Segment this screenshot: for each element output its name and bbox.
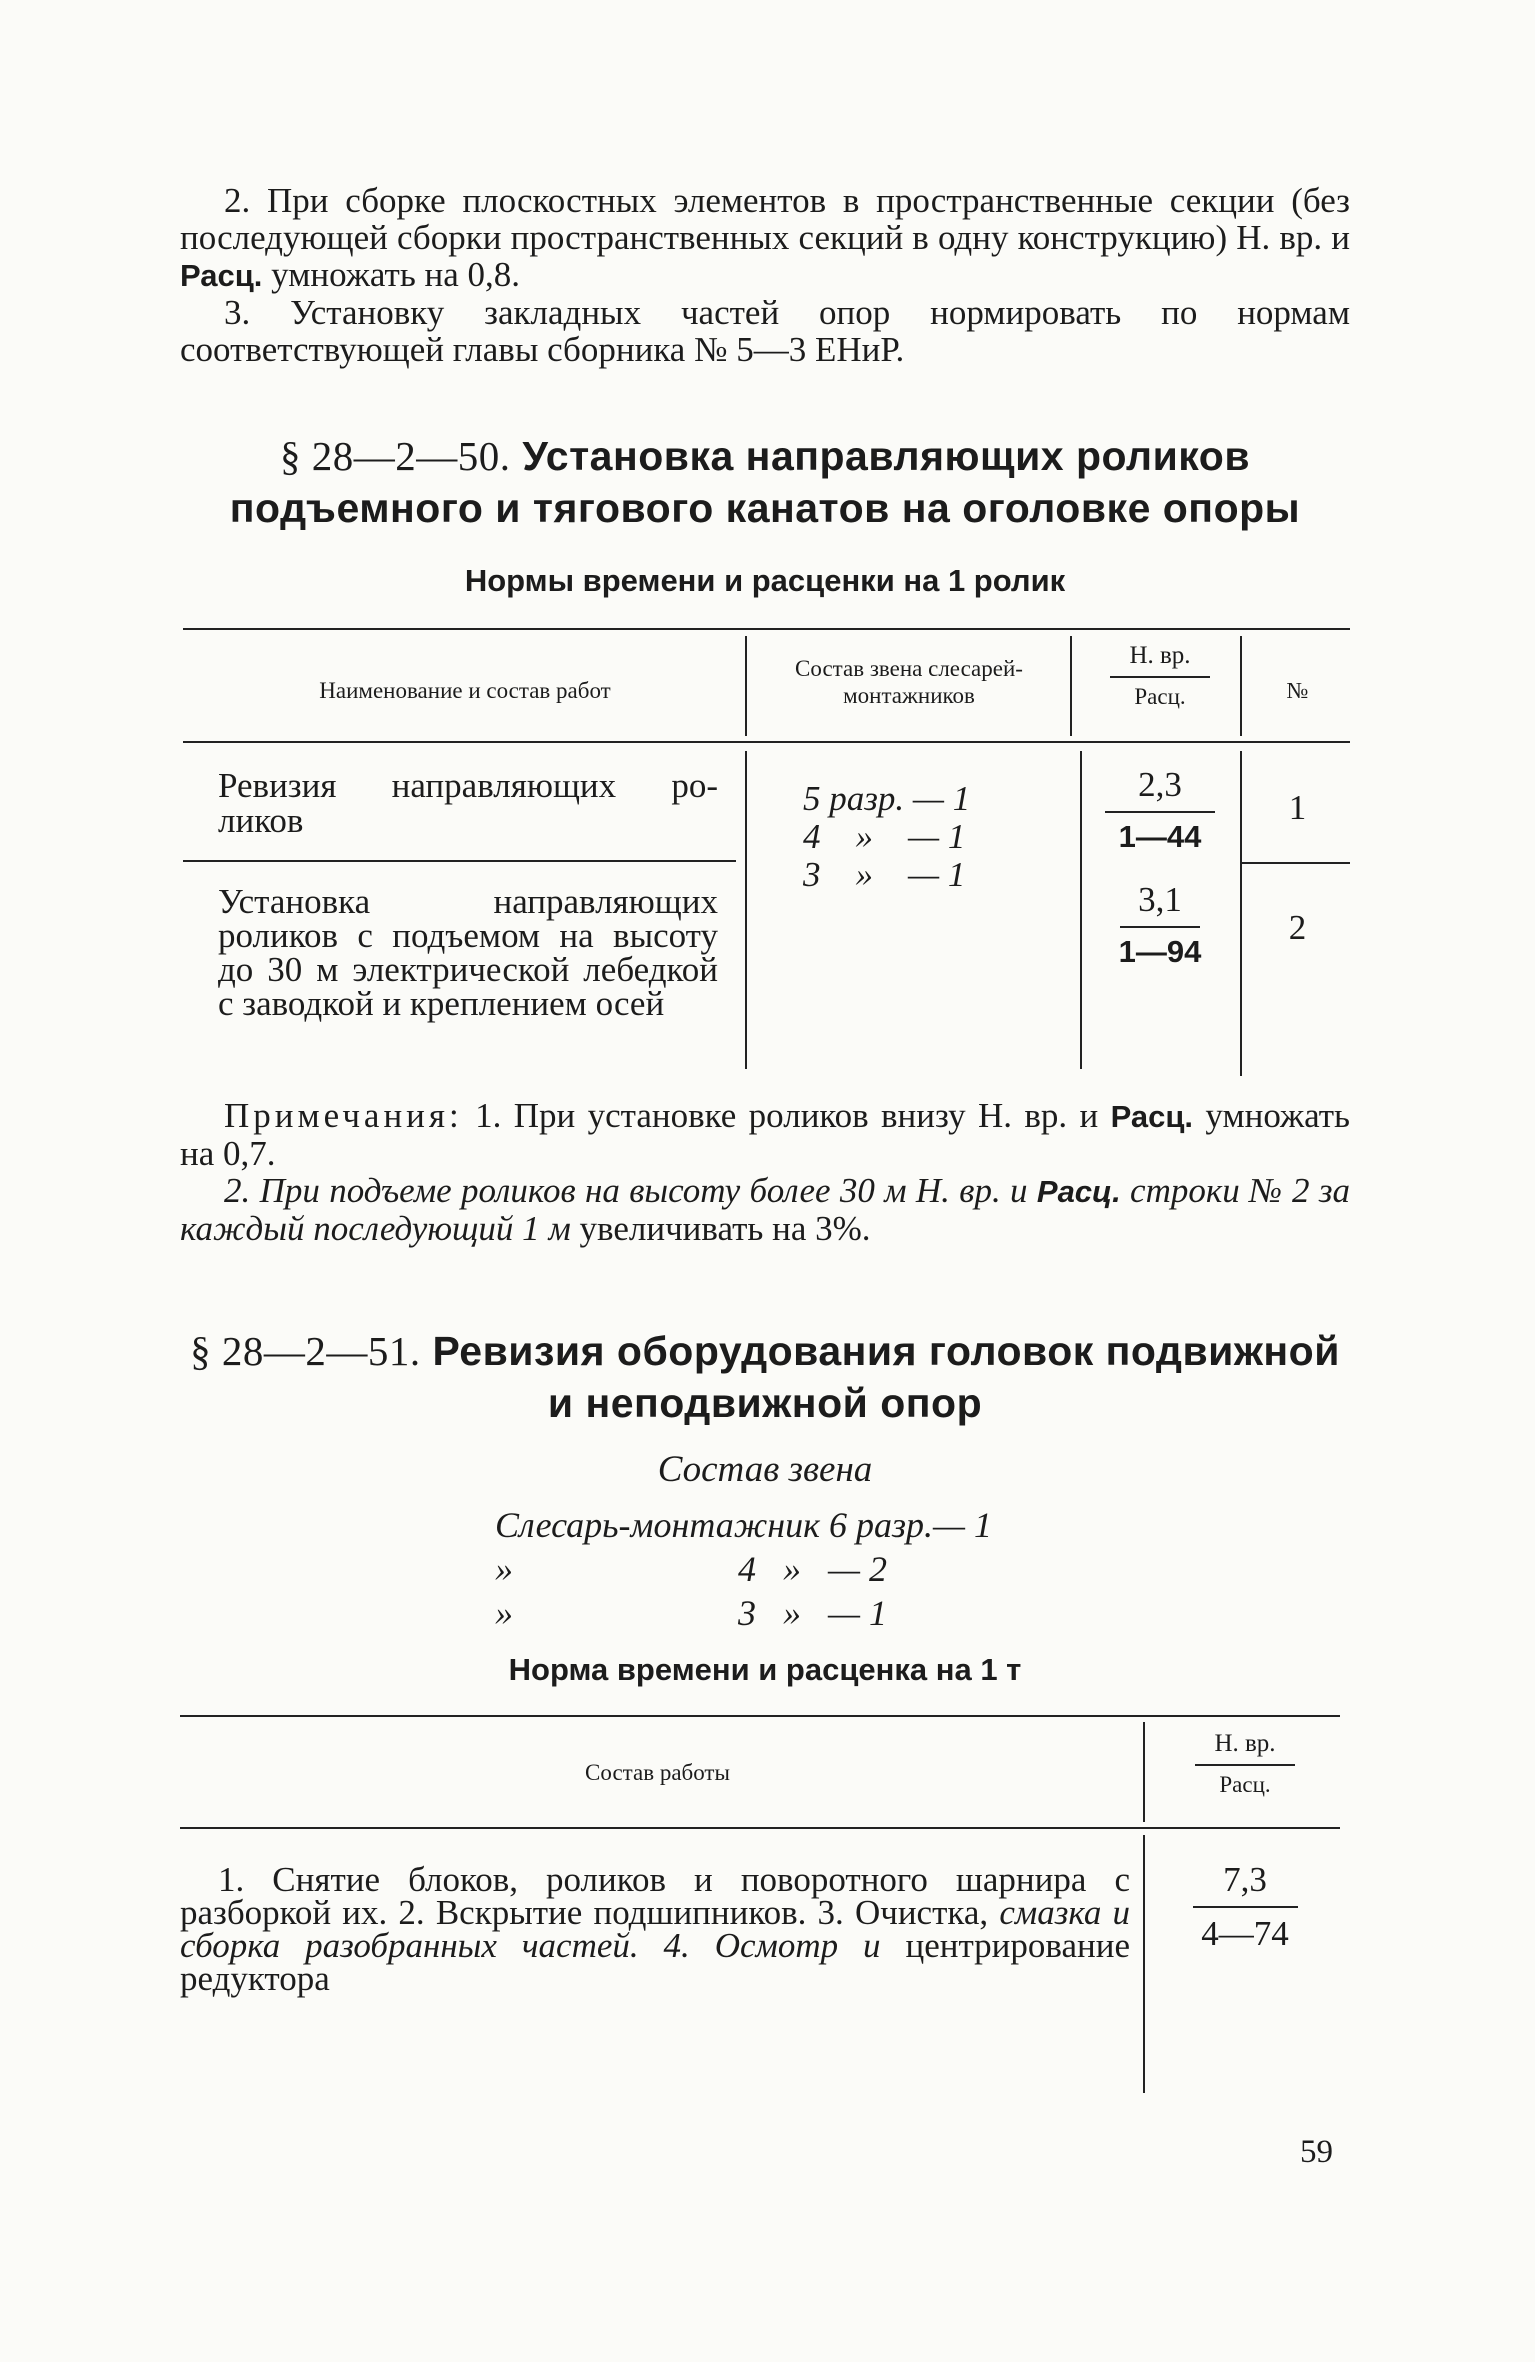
section-51-crew-list: Слесарь-монтажник 6 разр.— 1 » 4 » — 2 » 3 » — 1 <box>495 1505 993 1633</box>
section-51-crew-title: Состав звена <box>657 1449 873 1490</box>
section-50-notes <box>180 1097 1350 1247</box>
table2-work-description: 1. Снятие блоков, роликов и поворотного шарнира с разборкой их. 2. Вскрытие подшипников. 3. Очистка, смазка и сборка разобранных частей. 4. Осмотр и центрирование редуктора <box>180 1860 1131 1998</box>
section-51-subtitle: Норма времени и расценка на 1 т <box>508 1652 1022 1687</box>
table2-top-rule <box>180 1715 1340 1717</box>
table1-col3-line <box>1240 751 1242 1076</box>
table1-crew: 5 разр. — 1 4 » — 1 3 » — 1 <box>803 779 971 894</box>
table1-col1-line <box>745 751 747 1069</box>
table2-norm: 7,3 4—74 <box>1150 1860 1340 1954</box>
table1-header-no: № <box>1286 678 1309 703</box>
note-3: 3. Установку закладных частей опор нормировать по нормам соответствующей главы сборника № 5—3 ЕНиР. <box>180 293 1350 369</box>
section-50-subtitle: Нормы времени и расценки на 1 ролик <box>464 563 1066 598</box>
table2-header-rule <box>180 1827 1340 1829</box>
table1-header-name: Наименование и состав работ <box>319 678 611 703</box>
intro-notes <box>180 182 1350 368</box>
table1-no-separator <box>1240 862 1350 864</box>
section-50-heading: § 28—2—50. Установка направляющих роликов подъемного и тягового канатов на оголовке опоры <box>229 433 1301 531</box>
table1-header-norm: Н. вр. Расц. <box>1080 642 1240 710</box>
note-2: 2. При сборке плоскостных элементов в пространственные секции (без последующей сборки пространственных секций в одну конструкцию) Н. вр. и Расц. умножать на 0,8. <box>180 181 1350 294</box>
table1-col3-head-line <box>1240 636 1242 736</box>
table1-row2-norm: 3,1 1—94 <box>1118 880 1202 969</box>
table1-col1-head-line <box>745 636 747 736</box>
table1-header-crew: Состав звена слесарей-монтажников <box>795 656 1023 708</box>
note-50-1: Примечания: 1. При установке роликов внизу Н. вр. и Расц. умножать на 0,7. <box>180 1096 1351 1173</box>
note-50-2: 2. При подъеме роликов на высоту более 30 м Н. вр. и Расц. строки № 2 за каждый последующий 1 м увеличивать на 3%. <box>180 1171 1350 1248</box>
page-number: 59 <box>1300 2134 1333 2170</box>
table2-header-norm: Н. вр. Расц. <box>1150 1730 1340 1798</box>
table2-header-work: Состав работы <box>585 1760 730 1785</box>
table2-body-divider <box>1143 1835 1145 2093</box>
table1-header-rule <box>183 741 1350 743</box>
table1-row2-no: 2 <box>1288 908 1307 947</box>
table1-row1-norm: 2,3 1—44 <box>1080 765 1240 855</box>
table1-top-rule <box>183 628 1350 630</box>
section-51-heading: § 28—2—51. Ревизия оборудования головок подвижной и неподвижной опор <box>190 1328 1340 1426</box>
table1-col2-head-line <box>1070 636 1072 736</box>
table1-row-separator <box>183 860 736 862</box>
table1-row2-name: Установка направляющих роликов с подъемом на высоту до 30 м электрической лебедкой с заводкой и креплением осей <box>218 882 718 1023</box>
table1-row1-no: 1 <box>1288 788 1307 827</box>
table2-head-divider <box>1143 1722 1145 1822</box>
table1-row1-name-line2: ликов <box>218 801 304 840</box>
table1-row1-name-line1: Ревизия направляющих ро- <box>218 766 718 805</box>
